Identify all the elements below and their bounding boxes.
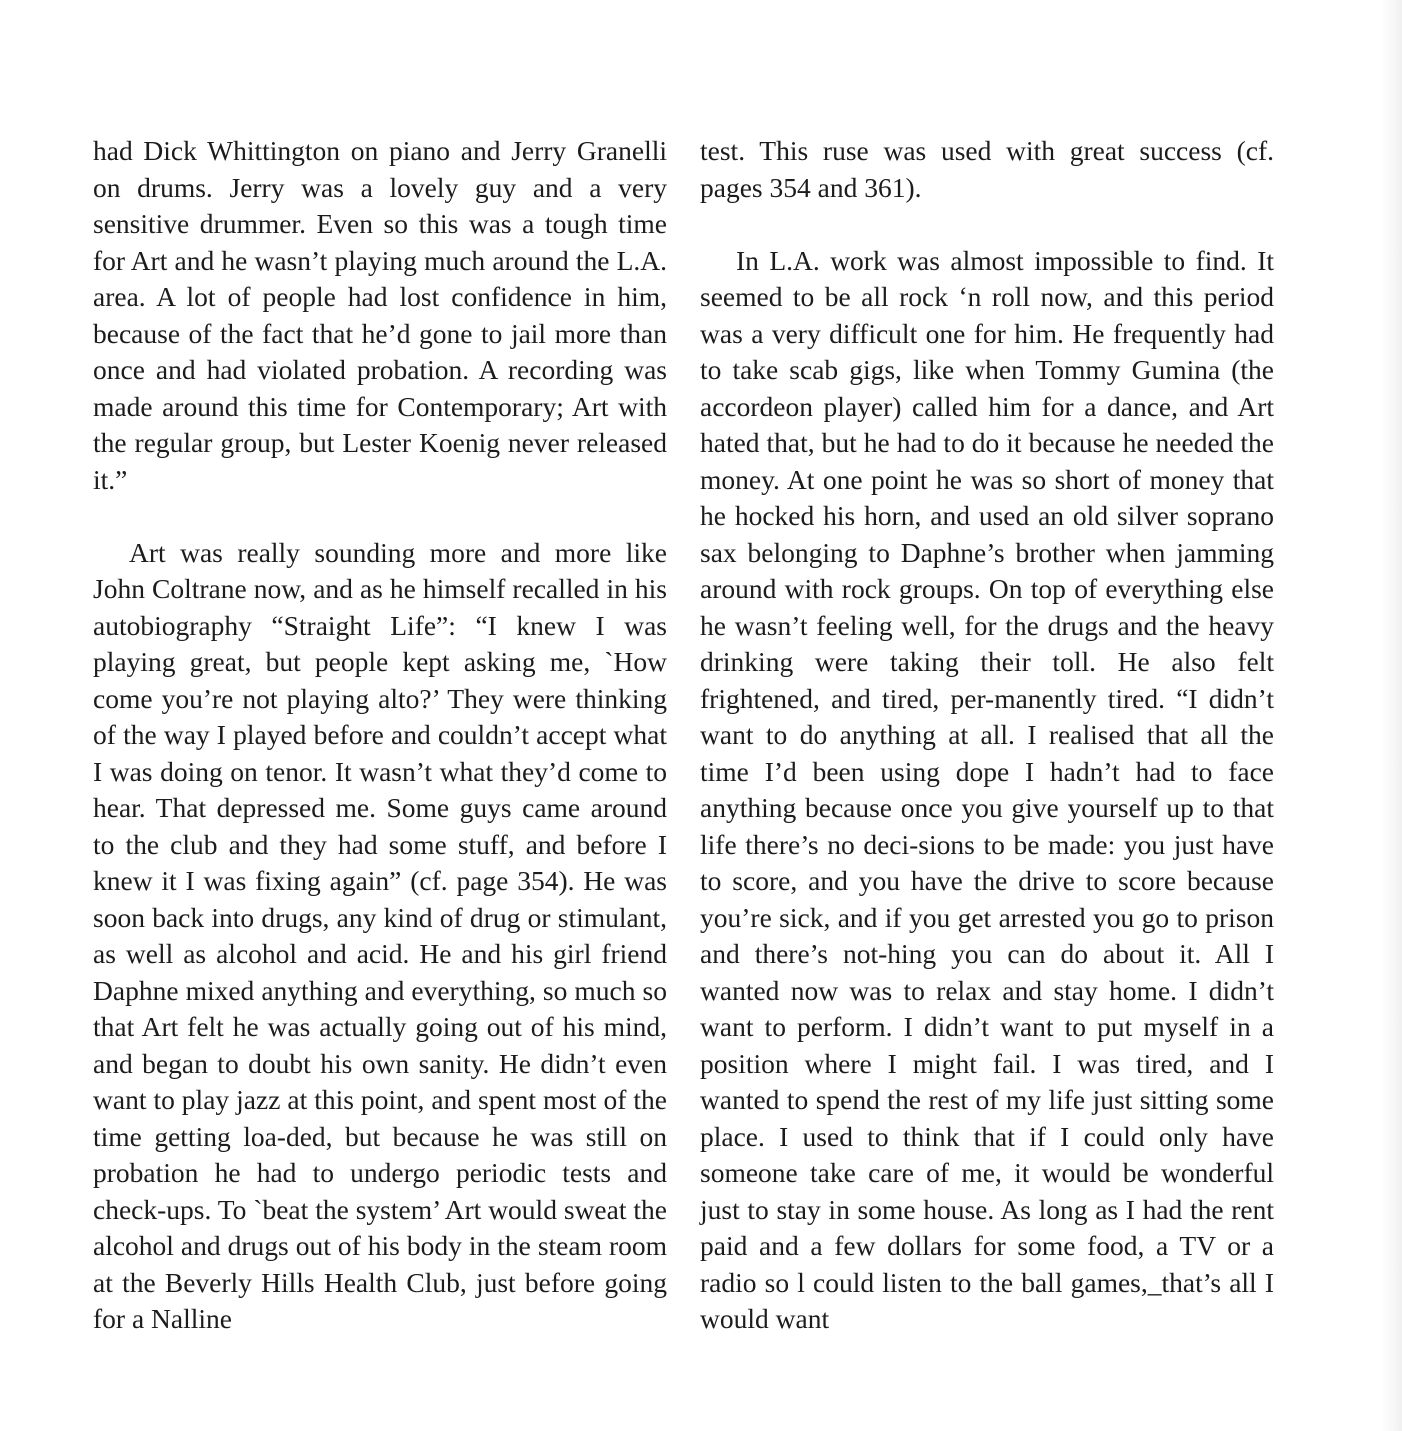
right-text-column	[700, 133, 1274, 1338]
right-paragraph-continued: test. This ruse was used with great success (cf. pages 354 and 361).	[700, 135, 1274, 203]
page-edge-shadow	[1380, 0, 1402, 1431]
left-paragraph-art-coltrane: Art was really sounding more and more like John Coltrane now, and as he himself recalled in his autobiography “Straight Life”: “I knew I was playing great, but people kept asking me, `How come you’re not playing alto?’ They were thinking of the way I played before and couldn’t accept what I was doing on tenor. It wasn’t what they’d come to hear. That depressed me. Some guys came around to the club and they had some stuff, and before I knew it I was fixing again” (cf. page 354). He was soon back into drugs, any kind of drug or stimulant, as well as alcohol and acid. He and his girl friend Daphne mixed anything and everything, so much so that Art felt he was actually going out of his mind, and began to doubt his own sanity. He didn’t even want to play jazz at this point, and spent most of the time getting loa-ded, but because he was still on probation he had to undergo periodic tests and check-ups. To `beat the system’ Art would sweat the alcohol and drugs out of his body in the steam room at the Beverly Hills Health Club, just before going for a Nalline	[93, 536, 667, 1334]
right-paragraph-la-work: In L.A. work was almost impossible to find. It seemed to be all rock ‘n roll now, and this period was a very difficult one for him. He frequently had to take scab gigs, like when Tommy Gumina (the accordeon player) called him for a dance, and Art hated that, but he had to do it because he needed the money. At one point he was so short of money that he hocked his horn, and used an old silver soprano sax belonging to Daphne’s brother when jamming around with rock groups. On top of everything else he wasn’t feeling well, for the drugs and the heavy drinking were taking their toll. He also felt frightened, and tired, per-manently tired. “I didn’t want to do anything at all. I realised that all the time I’d been using dope I hadn’t had to face anything because once you give yourself up to that life there’s no deci-sions to be made: you just have to score, and you have the drive to score because you’re sick, and if you get arrested you go to prison and there’s not-hing you can do about it. All I wanted now was to relax and stay home. I didn’t want to perform. I didn’t want to put myself in a position where I might fail. I was tired, and I wanted to spend the rest of my life just sitting some place. I used to think that if I could only have someone take care of me, it would be wonderful just to stay in some house. As long as I had the rent paid and a few dollars for some food, a TV or a radio so l could listen to the ball games,_that’s all I would want	[700, 244, 1274, 1334]
left-paragraph-continued: had Dick Whittington on piano and Jerry Granelli on drums. Jerry was a lovely guy and a very sensitive drummer. Even so this was a tough time for Art and he wasn’t playing much around the L.A. area. A lot of people had lost confidence in him, because of the fact that he’d gone to jail more than once and had violated probation. A recording was made around this time for Contemporary; Art with the regular group, but Lester Koenig never released it.”	[93, 135, 667, 495]
left-text-column	[93, 133, 667, 1338]
